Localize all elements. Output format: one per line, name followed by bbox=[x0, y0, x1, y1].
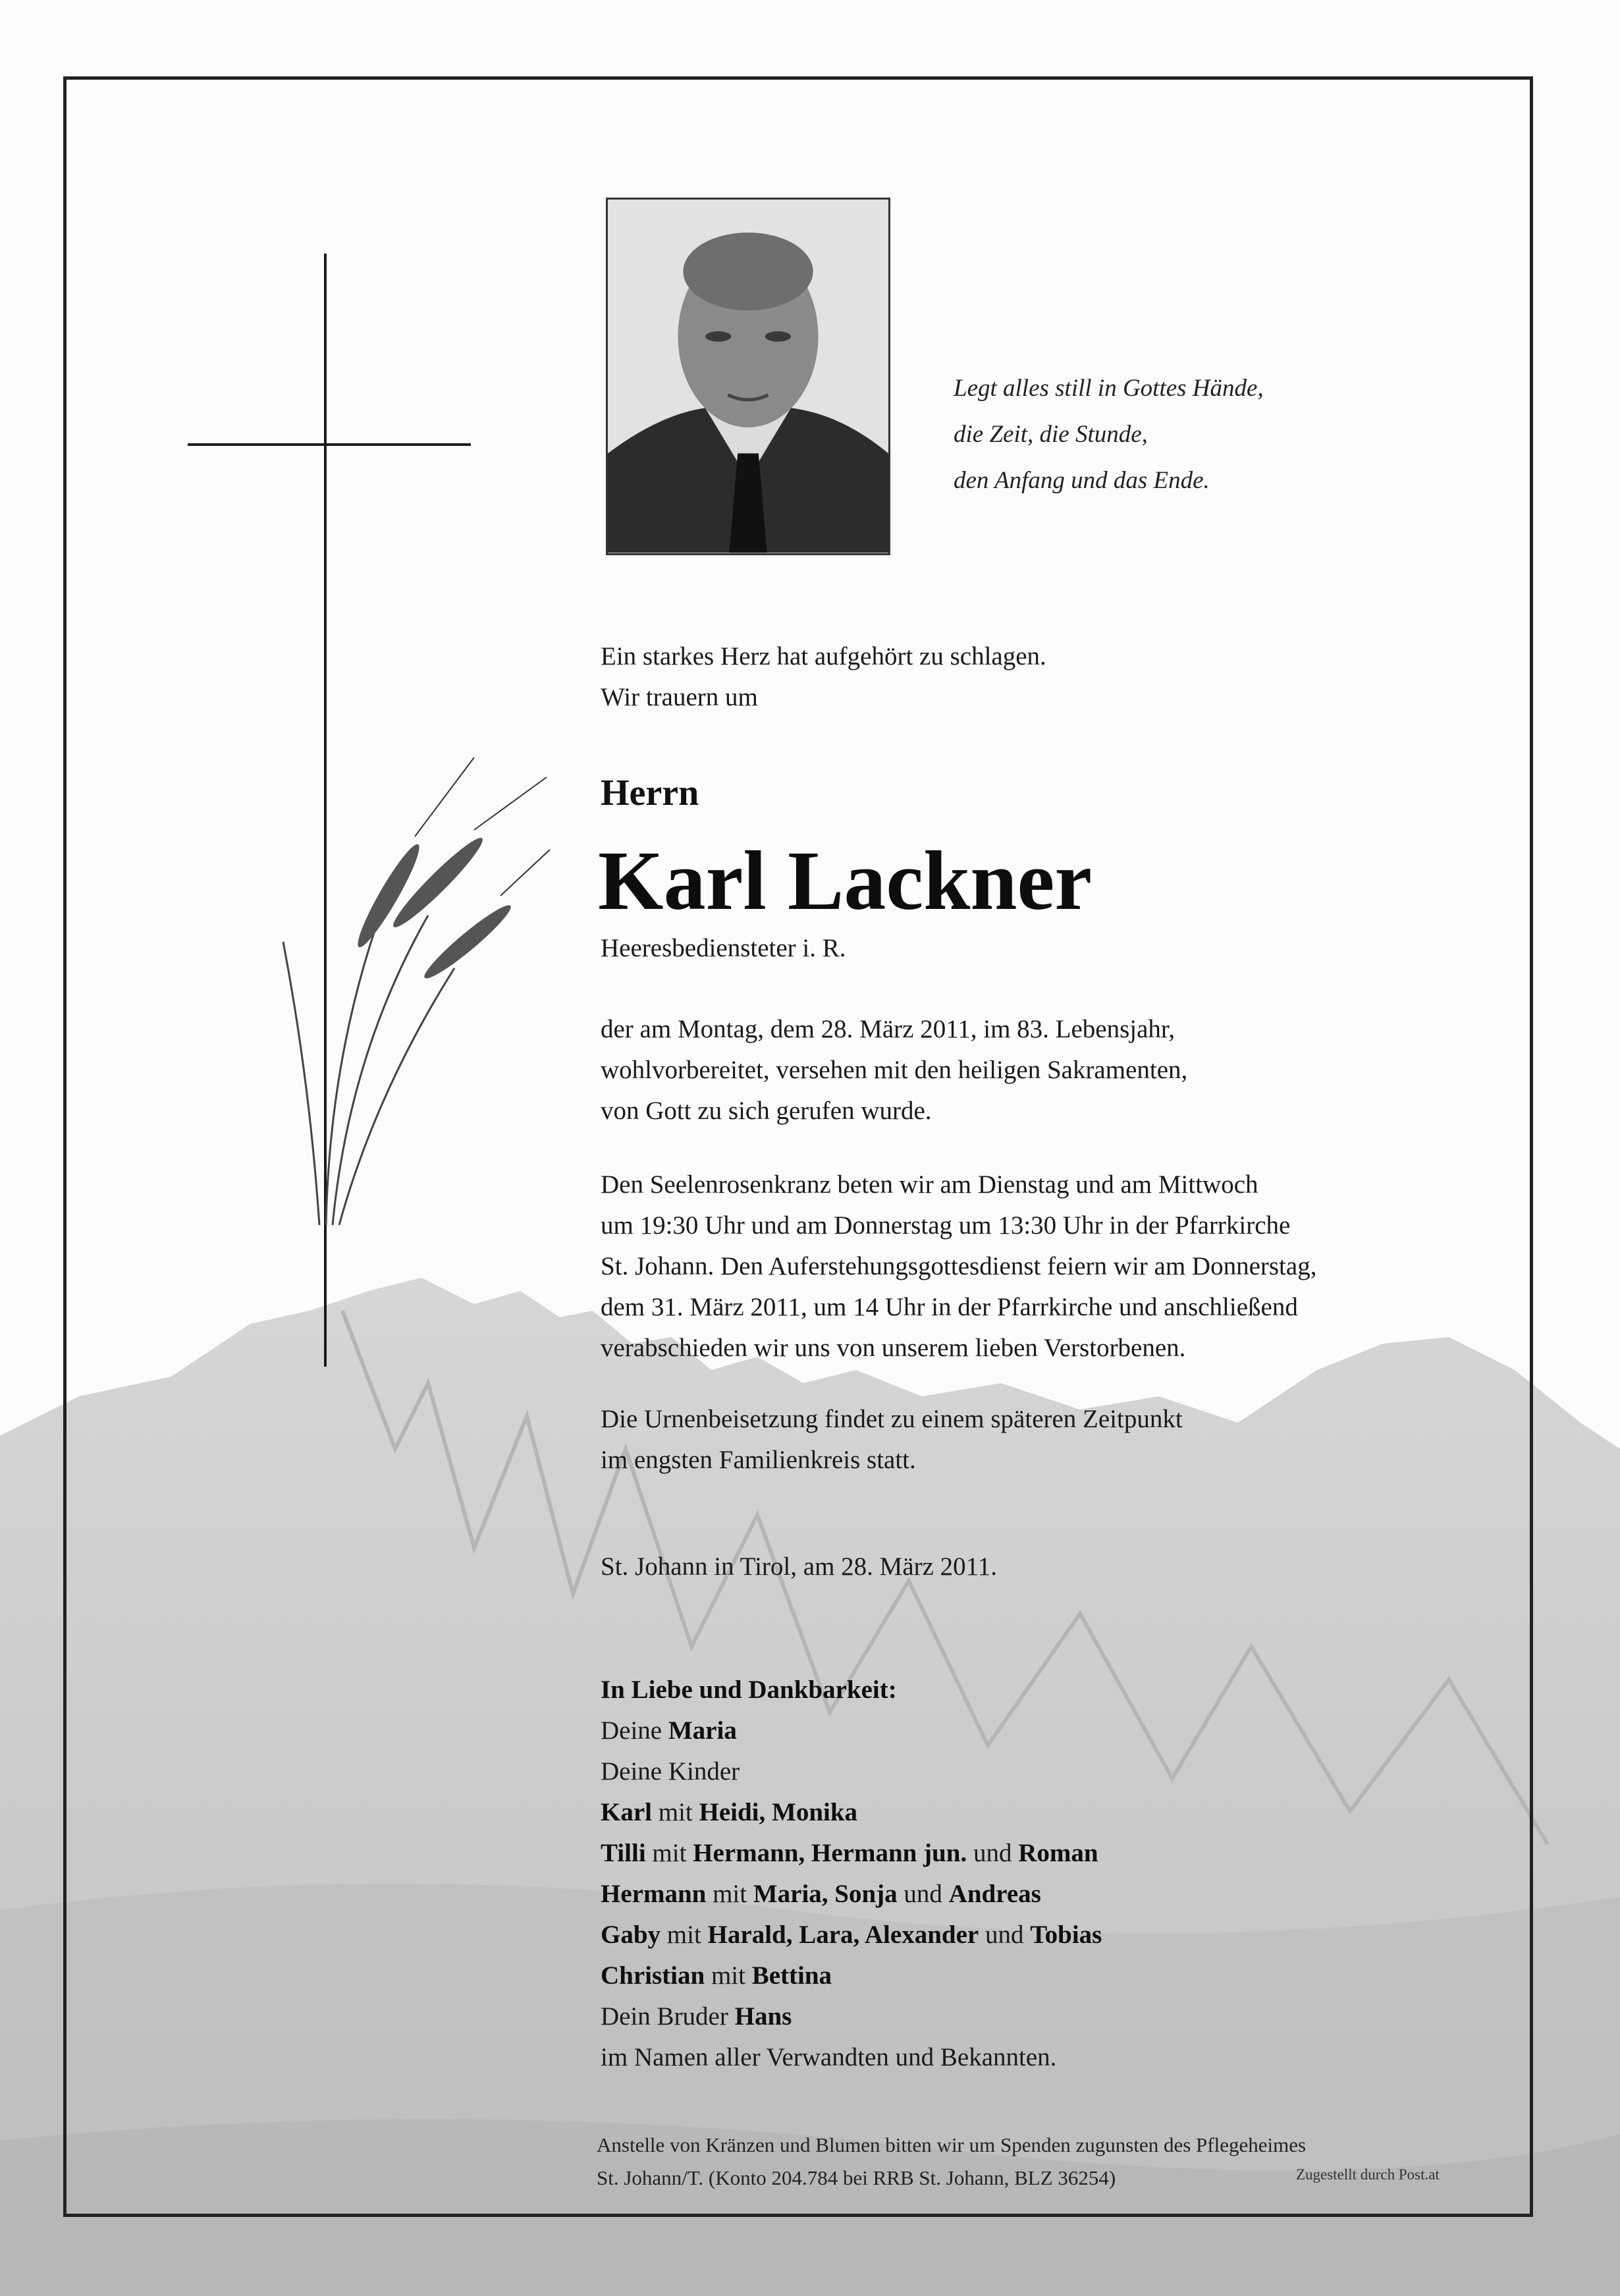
paragraph-line: Den Seelenrosenkranz beten wir am Dienstag und am Mittwoch bbox=[601, 1170, 1258, 1199]
mourner-row: Dein Bruder Hans bbox=[601, 2002, 792, 2031]
paragraph-line: Die Urnenbeisetzung findet zu einem späteren Zeitpunkt bbox=[601, 1405, 1183, 1433]
mourner-row: Tilli mit Hermann, Hermann jun. und Roman bbox=[601, 1839, 1098, 1867]
postmark-note: Zugestellt durch Post.at bbox=[1296, 2166, 1440, 2183]
mourners-list bbox=[601, 1670, 1102, 2078]
mourner-row: Hermann mit Maria, Sonja und Andreas bbox=[601, 1880, 1041, 1908]
services-paragraph bbox=[601, 1164, 1316, 1369]
poem-line: die Zeit, die Stunde, bbox=[954, 421, 1148, 448]
urn-paragraph bbox=[601, 1399, 1183, 1481]
paragraph-line: verabschieden wir uns von unserem lieben Verstorbenen. bbox=[601, 1334, 1186, 1362]
footer-line: Anstelle von Kränzen und Blumen bitten wir um Spenden zugunsten des Pflegeheimes bbox=[597, 2133, 1307, 2156]
intro-text bbox=[601, 636, 1046, 718]
mourners-heading: In Liebe und Dankbarkeit: bbox=[601, 1676, 897, 1704]
deceased-name: Karl Lackner bbox=[598, 834, 1093, 927]
death-notice-paragraph bbox=[601, 1009, 1187, 1132]
deceased-title: Heeresbediensteter i. R. bbox=[601, 934, 846, 962]
paragraph-line: im engsten Familienkreis statt. bbox=[601, 1446, 916, 1474]
paragraph-line: der am Montag, dem 28. März 2011, im 83. Lebensjahr, bbox=[601, 1015, 1175, 1043]
mourner-row: Christian mit Bettina bbox=[601, 1961, 832, 1990]
intro-line: Wir trauern um bbox=[601, 683, 758, 711]
mourner-row: Deine Kinder bbox=[601, 1757, 740, 1786]
wheat-ears-icon bbox=[257, 751, 553, 1225]
poem-quote bbox=[954, 366, 1264, 504]
place-date: St. Johann in Tirol, am 28. März 2011. bbox=[601, 1552, 997, 1581]
mourner-row: Karl mit Heidi, Monika bbox=[601, 1798, 858, 1826]
paragraph-line: dem 31. März 2011, um 14 Uhr in der Pfarrkirche und anschließend bbox=[601, 1293, 1298, 1321]
poem-line: den Anfang und das Ende. bbox=[954, 467, 1210, 494]
portrait-photo bbox=[606, 198, 890, 555]
mourner-row: Deine Maria bbox=[601, 1716, 737, 1745]
paragraph-line: von Gott zu sich gerufen wurde. bbox=[601, 1097, 932, 1125]
poem-line: Legt alles still in Gottes Hände, bbox=[954, 375, 1264, 402]
paragraph-line: St. Johann. Den Auferstehungsgottesdienst feiern wir am Donnerstag, bbox=[601, 1252, 1317, 1280]
mourner-row: Gaby mit Harald, Lara, Alexander und Tobias bbox=[601, 1921, 1102, 1949]
salutation: Herrn bbox=[601, 773, 699, 813]
paragraph-line: um 19:30 Uhr und am Donnerstag um 13:30 Uhr in der Pfarrkirche bbox=[601, 1211, 1291, 1240]
donation-note bbox=[597, 2129, 1306, 2195]
intro-line: Ein starkes Herz hat aufgehört zu schlagen. bbox=[601, 642, 1046, 670]
mourner-row: im Namen aller Verwandten und Bekannten. bbox=[601, 2043, 1057, 2071]
footer-line: St. Johann/T. (Konto 204.784 bei RRB St. Johann, BLZ 36254) bbox=[597, 2166, 1116, 2189]
paragraph-line: wohlvorbereitet, versehen mit den heiligen Sakramenten, bbox=[601, 1056, 1188, 1084]
